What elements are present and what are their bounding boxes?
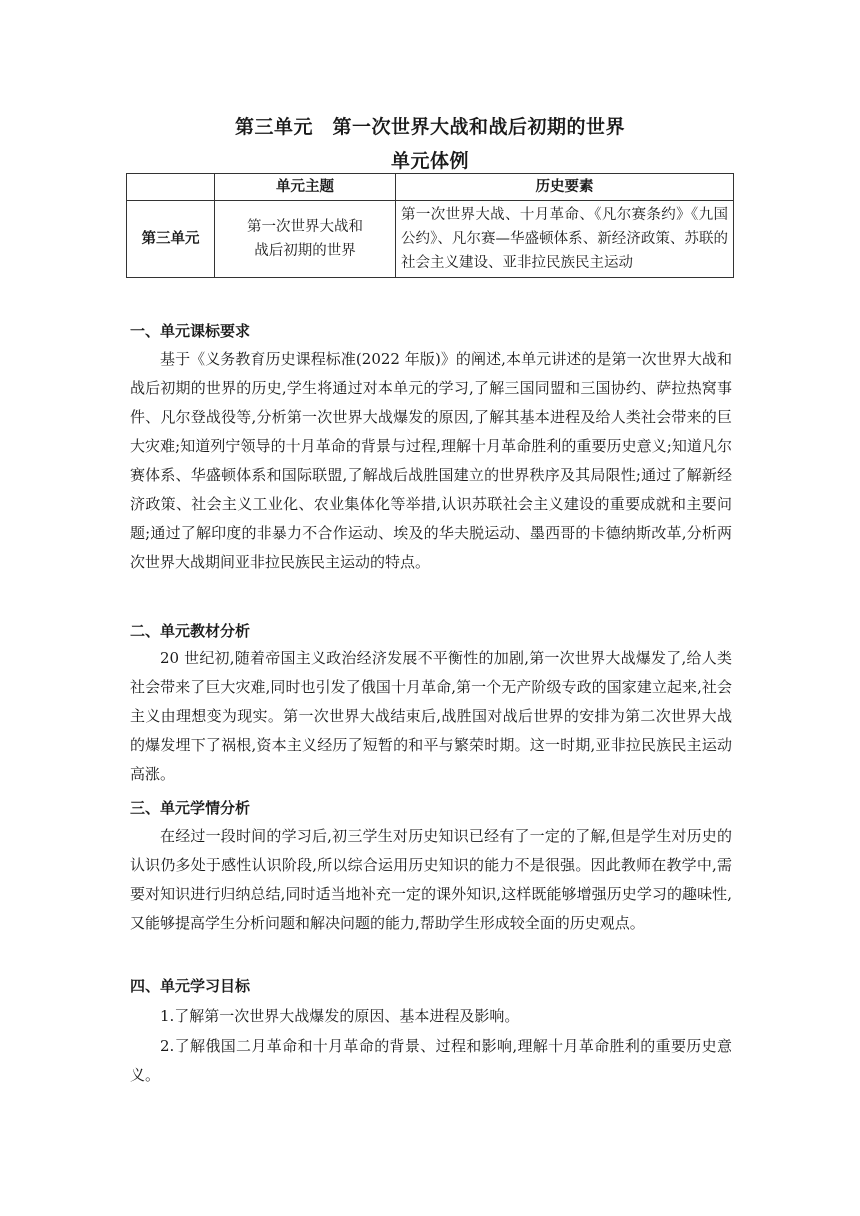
section-1-paragraph: 基于《义务教育历史课程标准(2022 年版)》的阐述,本单元讲述的是第一次世界大战和战后初期的世界的历史,学生将通过对本单元的学习,了解三国同盟和三国协约、萨拉热窝事件、凡尔登战役等,分析第一次世界大战爆发的原因,了解其基本进程及给人类社会带来的巨大灾难;知道列宁领导的十月革命的背景与过程,理解十月革命胜利的重要历史意义;知道凡尔赛体系、华盛顿体系和国际联盟,了解战后战胜国建立的世界秩序及其局限性;通过了解新经济政策、社会主义工业化、农业集体化等举措,认识苏联社会主义建设的重要成就和主要问题;通过了解印度的非暴力不合作运动、埃及的华夫脱运动、墨西哥的卡德纳斯改革,分析两次世界大战期间亚非拉民族民主运动的特点。 [130,350,732,571]
table-cell-unit: 第三单元 [127,201,215,278]
theme-line-2: 战后初期的世界 [254,243,356,259]
table-cell-theme [215,201,396,278]
section-4-goal-1: 1.了解第一次世界大战爆发的原因、基本进程及影响。 [160,1007,520,1025]
unit-overview-table [126,173,734,278]
table-row [127,201,734,278]
section-2-paragraph: 20 世纪初,随着帝国主义政治经济发展不平衡性的加剧,第一次世界大战爆发了,给人类社会带来了巨大灾难,同时也引发了俄国十月革命,第一个无产阶级专政的国家建立起来,社会主义由理想变为现实。第一次世界大战结束后,战胜国对战后世界的安排为第二次世界大战的爆发埋下了祸根,资本主义经历了短暂的和平与繁荣时期。这一时期,亚非拉民族民主运动高涨。 [130,649,732,783]
section-heading-2: 二、单元教材分析 [130,622,251,640]
unit-subtitle: 单元体例 [390,150,469,172]
section-heading-3: 三、单元学情分析 [130,799,251,817]
table-header-cell-empty [127,174,215,201]
section-heading-4: 四、单元学习目标 [130,977,251,995]
table-header-elements: 历史要素 [396,174,734,201]
section-3-paragraph: 在经过一段时间的学习后,初三学生对历史知识已经有了一定的了解,但是学生对历史的认识仍多处于感性认识阶段,所以综合运用历史知识的能力不是很强。因此教师在教学中,需要对知识进行归纳总结,同时适当地补充一定的课外知识,这样既能够增强历史学习的趣味性,又能够提高学生分析问题和解决问题的能力,帮助学生形成较全面的历史观点。 [130,827,732,932]
table-header-row [127,174,734,201]
theme-line-1: 第一次世界大战和 [247,219,363,235]
table-cell-elements: 第一次世界大战、十月革命、《凡尔赛条约》《九国公约》、凡尔赛—华盛顿体系、新经济政策、苏联的社会主义建设、亚非拉民族民主运动 [396,201,734,278]
unit-title: 第三单元 第一次世界大战和战后初期的世界 [234,116,625,138]
table-header-theme: 单元主题 [215,174,396,201]
section-4-goal-2: 2.了解俄国二月革命和十月革命的背景、过程和影响,理解十月革命胜利的重要历史意义。 [130,1037,732,1084]
section-heading-1: 一、单元课标要求 [130,322,251,340]
